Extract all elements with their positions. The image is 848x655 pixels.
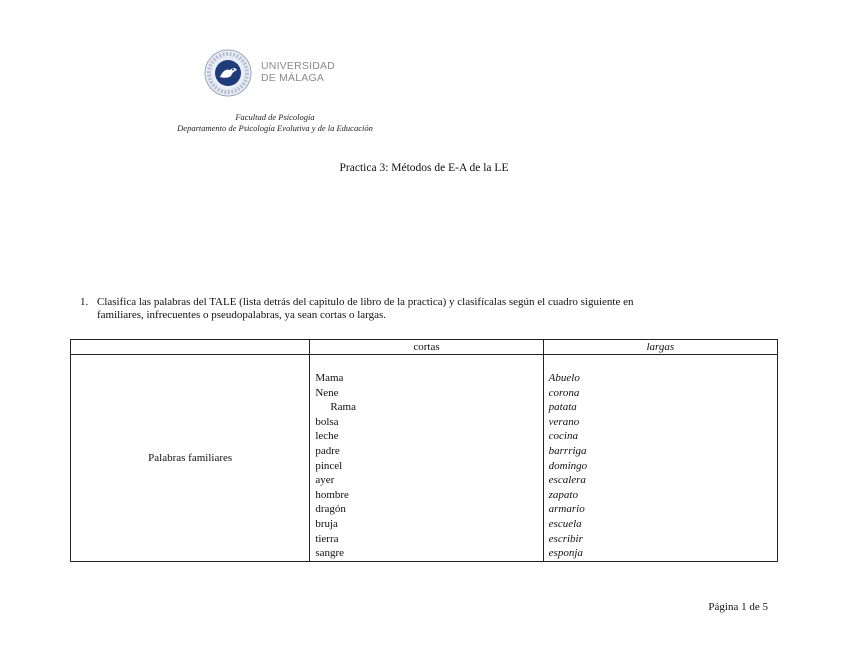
- list-item: domingo: [548, 459, 588, 472]
- list-item: escuela: [548, 517, 582, 530]
- row-label-palabras-familiares: Palabras familiares: [71, 355, 310, 562]
- page-title: Practica 3: Métodos de E-A de la LE: [339, 162, 509, 174]
- list-item: bolsa: [315, 415, 339, 428]
- list-item: Nene: [315, 386, 339, 399]
- header-largas: largas: [543, 340, 777, 355]
- table-row: [71, 355, 778, 562]
- question-number: 1.: [80, 296, 89, 308]
- header-empty-cell: [71, 340, 310, 355]
- question-line-2: familiares, infrecuentes o pseudopalabras, ya sean cortas o largas.: [97, 309, 387, 321]
- university-logo: [203, 48, 343, 98]
- list-item: zapato: [548, 488, 578, 501]
- question-line-1: Clasifica las palabras del TALE (lista detrás del capitulo de libro de la practica) y clasifícalas según el cuadro siguiente en: [97, 296, 634, 308]
- list-item: cocina: [548, 430, 578, 443]
- university-name-line2: DE MÁLAGA: [261, 72, 325, 84]
- faculty-block: [140, 112, 410, 134]
- document-header: [140, 48, 410, 138]
- page-number: Página 1 de 5: [708, 601, 768, 613]
- university-name: [261, 60, 335, 84]
- list-item: esponja: [548, 547, 583, 560]
- list-item: barrriga: [548, 444, 587, 457]
- classification-table: [70, 339, 778, 562]
- department-name: Departamento de Psicología Evolutiva y de la Educación: [177, 123, 373, 133]
- list-item: dragón: [315, 503, 346, 516]
- list-item: corona: [548, 386, 580, 399]
- list-item: Rama: [330, 401, 356, 414]
- university-name-line1: UNIVERSIDAD: [261, 60, 335, 72]
- list-item: padre: [315, 444, 340, 457]
- faculty-name: Facultad de Psicología: [235, 112, 315, 122]
- list-item: pincel: [315, 459, 343, 472]
- list-item: Abuelo: [548, 372, 580, 384]
- largas-list: [543, 355, 777, 562]
- list-item: patata: [548, 401, 577, 414]
- university-seal-icon: [203, 48, 253, 98]
- list-item: escribir: [548, 532, 583, 545]
- list-item: escalera: [548, 474, 586, 487]
- list-item: verano: [548, 415, 580, 428]
- list-item: bruja: [315, 517, 338, 530]
- question-text: [97, 296, 777, 322]
- header-cortas: cortas: [310, 340, 543, 355]
- list-item: leche: [315, 430, 339, 443]
- list-item: sangre: [315, 547, 345, 560]
- list-item: hombre: [315, 488, 349, 501]
- list-item: Mama: [315, 372, 344, 384]
- table-header-row: [71, 340, 778, 355]
- cortas-list: [310, 355, 543, 562]
- list-item: armario: [548, 503, 585, 516]
- list-item: tierra: [315, 532, 339, 545]
- list-item: ayer: [315, 474, 335, 487]
